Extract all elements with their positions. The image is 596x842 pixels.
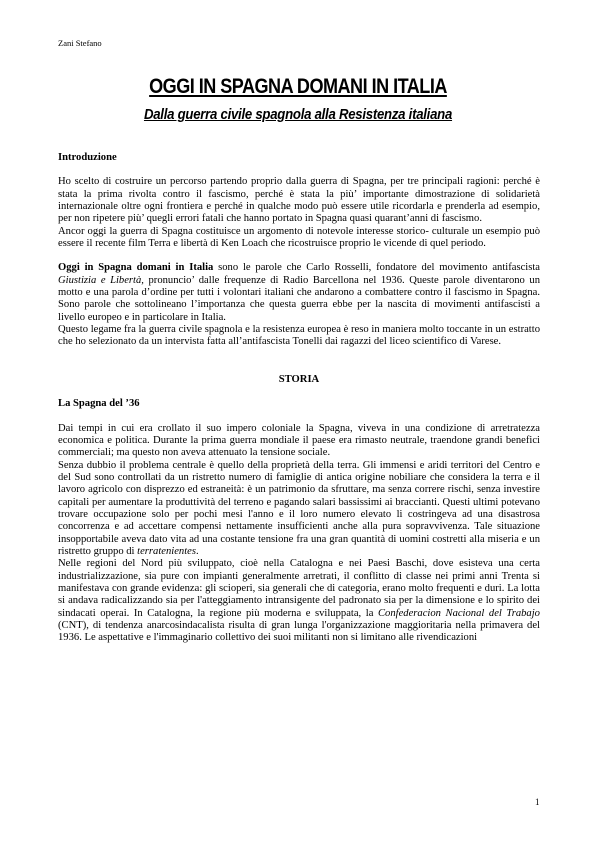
storia-p2-text-b: . xyxy=(196,545,199,557)
motto-bold: Oggi in Spagna domani in Italia xyxy=(58,262,214,274)
document-header-author: Zani Stefano xyxy=(58,38,102,48)
intro-paragraph-4: Questo legame fra la guerra civile spagnola e la resistenza europea è reso in maniera molto toccante in un estratto che ho selezionato da un intervista fatta all’antifascista Tonelli dai ragazzi del liceo scientifico di Varese. xyxy=(58,324,540,348)
document-subtitle: Dalla guerra civile spagnola alla Resistenza italiana xyxy=(143,106,453,123)
storia-paragraph-1: Dai tempi in cui era crollato il suo impero coloniale la Spagna, viveva in una condizione di arretratezza economica e politica. Durante la prima guerra mondiale il paese era rimasto neutrale, traendone grandi benefici commerciali; ma questo non aveva attenuato la tensione sociale. xyxy=(58,422,540,459)
storia-paragraph-3 xyxy=(58,558,540,644)
storia-p2-text-a: Senza dubbio il problema centrale è quello della proprietà della terra. Gli immensi e aridi territori del Centro e del Sud sono controllati da un ristretto numero di famiglie di antica origine nobiliare che considera la terra e il lavoro agricolo con disprezzo ed estraneità: è un patrimonio da sfruttare, ma senza correre rischi, senza investire capitali per aumentare la produttività del terreno e pagando salari bassissimi ai braccianti. Questi ultimi potevano trovare occupazione solo per pochi mesi l'anno e il loro numero elevato li costringeva ad una disastrosa concorrenza e ad accettare compensi nettamente insufficienti anche alla pura sopravvivenza. Tale situazione insopportabile aveva dato vita ad una costante tensione fra una gran quantità di uomini costretti alla miseria e un ristretto gruppo di xyxy=(58,459,540,557)
intro-paragraph-1: Ho scelto di costruire un percorso partendo proprio dalla guerra di Spagna, per tre principali ragioni: perché è stata la prima rivolta contro il fascismo, perché è stata la più’ importante dimostrazione di solidarietà internazionale oltre ogni frontiera e perché in qualche modo può essere utile ricordarla e prenderla ad esempio, per non ripetere più’ quegli errori fatali che hanno portato in Spagna quasi quarant’anni di fascismo. xyxy=(58,176,540,225)
intro-paragraph-2: Ancor oggi la guerra di Spagna costituisce un argomento di notevole interesse storico- culturale un esempio può essere il recente film Terra e libertà di Ken Loach che ricostruisce proprio le vicende di quel periodo. xyxy=(58,225,540,250)
intro-p3-text-a: sono le parole che Carlo Rosselli, fondatore del movimento antifascista xyxy=(213,262,540,274)
movement-name-italic: Giustizia e Libertà, xyxy=(58,274,144,286)
document-body xyxy=(58,152,540,645)
intro-p3-text-b: pronuncio’ dalle frequenze di Radio Barcellona nel 1936. Queste parole diventarono un motto e una parola d’ordine per tutti i volontari italiani che andarono a combattere contro il fascismo in Spagna. Sono parole che sottolineano l’importanza che questa guerra ebbe per la nascita di movimenti antifascisti a livello europeo e in particolare in Italia. xyxy=(58,274,540,323)
section-heading-introduzione: Introduzione xyxy=(58,152,117,163)
subsection-heading-spagna-36: La Spagna del ’36 xyxy=(58,398,140,410)
storia-p3-text-a: Nelle regioni del Nord più sviluppato, cioè nella Catalogna e nei Paesi Baschi, dove esisteva una certa industrializzazione, sia pure con impianti generalmente arretrati, il conflitto di classe nei primi anni Trenta si manifestava con grande evidenza: gli scioperi, sia generali che di categoria, erano molto frequenti e duri. La lotta si andava radicalizzando sia per l'atteggiamento intransigente del padronato sia per la dimensione e lo spirito dei sindacati operai. In Catalogna, la regione più moderna e sviluppata, la xyxy=(58,558,540,619)
section-heading-storia: STORIA xyxy=(278,373,320,385)
storia-paragraph-2 xyxy=(58,460,540,559)
intro-paragraph-3 xyxy=(58,262,540,324)
cnt-name-italic: Confederacion Nacional del Trabajo xyxy=(377,607,540,619)
page-number: 1 xyxy=(535,797,540,807)
storia-p3-text-b: (CNT), di tendenza anarcosindacalista risulta di gran lunga l'organizzazione maggioritaria nella primavera del 1936. Le aspettative e l'immaginario collettivo dei suoi militanti non si limitano alle rivendicazioni xyxy=(58,620,540,644)
document-title: OGGI IN SPAGNA DOMANI IN ITALIA xyxy=(149,75,447,98)
terratenientes-italic: terratenientes xyxy=(137,545,196,557)
